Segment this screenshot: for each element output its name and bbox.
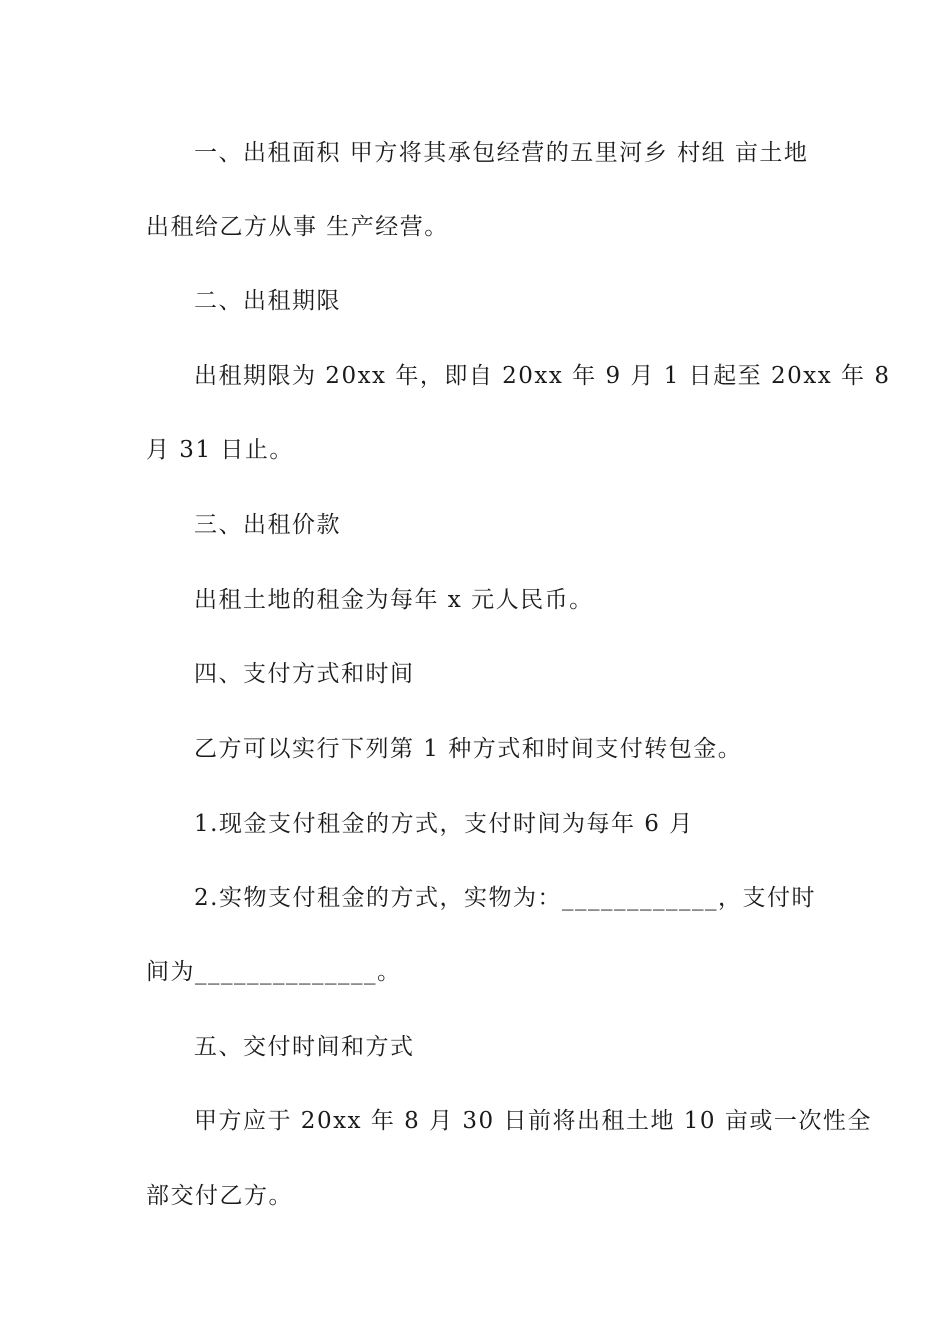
heading-rental-term: 二、出租期限	[194, 288, 341, 314]
paragraph-1-line-1: 一、出租面积 甲方将其承包经营的五里河乡 村组 亩土地	[194, 140, 809, 166]
list-item-in-kind-payment-line-2: 间为______________。	[146, 959, 402, 985]
heading-payment-method: 四、支付方式和时间	[194, 661, 415, 687]
paragraph-3-line-1: 出租土地的租金为每年 x 元人民币。	[194, 587, 594, 613]
paragraph-4-line-1: 乙方可以实行下列第 1 种方式和时间支付转包金。	[194, 736, 743, 762]
paragraph-5-line-1: 甲方应于 20xx 年 8 月 30 日前将出租土地 10 亩或一次性全	[194, 1108, 872, 1134]
list-item-in-kind-payment-line-1: 2.实物支付租金的方式，实物为：____________，支付时	[194, 885, 816, 911]
heading-delivery: 五、交付时间和方式	[194, 1034, 415, 1060]
heading-rental-price: 三、出租价款	[194, 512, 341, 538]
paragraph-1-line-2: 出租给乙方从事 生产经营。	[146, 214, 449, 240]
paragraph-5-line-2: 部交付乙方。	[146, 1183, 293, 1209]
list-item-cash-payment: 1.现金支付租金的方式，支付时间为每年 6 月	[194, 811, 694, 837]
paragraph-2-line-2: 月 31 日止。	[146, 437, 294, 463]
paragraph-2-line-1: 出租期限为 20xx 年，即自 20xx 年 9 月 1 日起至 20xx 年 8	[194, 363, 891, 389]
